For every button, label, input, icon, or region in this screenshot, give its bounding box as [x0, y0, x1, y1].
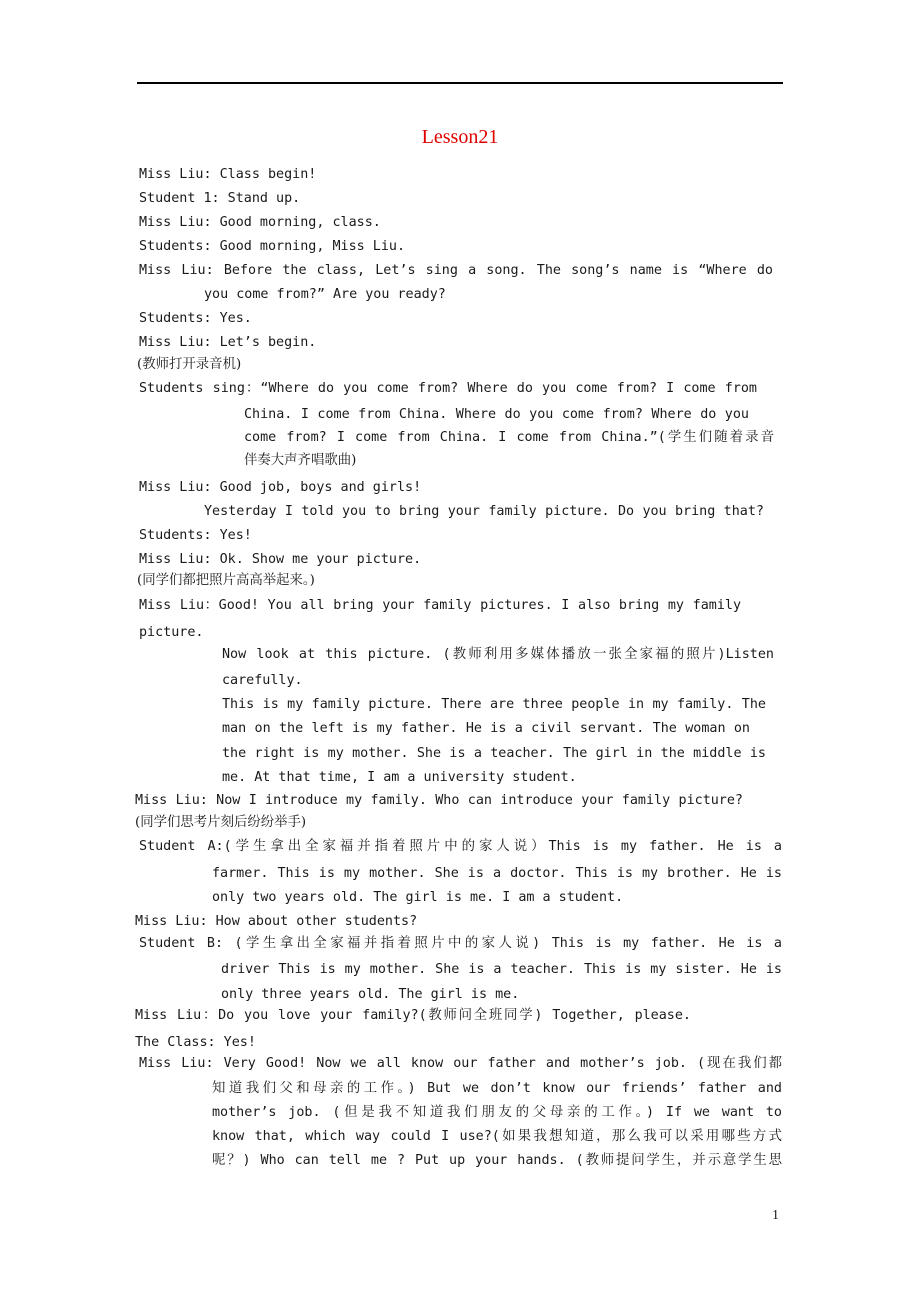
- text-line: Miss Liu: Before the class, Let’s sing a song. The song’s name is “Where do: [139, 263, 773, 278]
- text-line: Student B: (学生拿出全家福并指着照片中的家人说) This is my father. He is a: [139, 936, 782, 951]
- text-line: Yesterday I told you to bring your family picture. Do you bring that?: [204, 504, 764, 519]
- text-line: Students: Yes.: [139, 311, 252, 326]
- text-line: Miss Liu: Very Good! Now we all know our father and mother’s job. (现在我们都: [139, 1056, 782, 1071]
- text-line: picture.: [139, 625, 204, 640]
- text-line: Miss Liu: Let’s begin.: [139, 335, 317, 350]
- text-line: know that, which way could I use?(如果我想知道，那么我可以采用哪些方式: [212, 1129, 782, 1144]
- text-line: Student 1: Stand up.: [139, 191, 301, 206]
- text-line: come from? I come from China. I come from China.”(学生们随着录音: [244, 430, 774, 445]
- text-line: me. At that time, I am a university student.: [222, 770, 577, 785]
- text-line: Miss Liu: Ok. Show me your picture.: [139, 552, 422, 567]
- text-line: only two years old. The girl is me. I am a student.: [212, 890, 624, 905]
- page-number: 1: [772, 1208, 779, 1223]
- text-line: driver This is my mother. She is a teacher. This is my sister. He is: [221, 962, 782, 977]
- stage-direction: (同学们思考片刻后纷纷举手): [135, 815, 307, 830]
- text-line: Students: Yes!: [139, 528, 252, 543]
- text-line: Students sing：“Where do you come from? Where do you come from? I come from: [139, 381, 757, 396]
- text-line: mother’s job. (但是我不知道我们朋友的父母亲的工作。) If we want to: [212, 1105, 782, 1120]
- text-line: 呢？) Who can tell me ? Put up your hands. (教师提问学生，并示意学生思: [212, 1153, 782, 1168]
- text-line: 知道我们父和母亲的工作。) But we don’t know our friends’ father and: [212, 1081, 782, 1096]
- text-line: China. I come from China. Where do you come from? Where do you: [244, 407, 749, 422]
- text-line: the right is my mother. She is a teacher. The girl in the middle is: [222, 746, 766, 761]
- text-line: Miss Liu: Good job, boys and girls!: [139, 480, 422, 495]
- text-line: Miss Liu: Now I introduce my family. Who can introduce your family picture?: [135, 793, 743, 808]
- text-line: Miss Liu: Class begin!: [139, 167, 317, 182]
- text-line: This is my family picture. There are three people in my family. The: [222, 697, 766, 712]
- text-line: Miss Liu：Do you love your family?(教师问全班同学) Together, please.: [135, 1008, 691, 1023]
- text-line: you come from?” Are you ready?: [204, 287, 446, 302]
- text-line: 伴奏大声齐唱歌曲): [244, 453, 357, 468]
- text-line: man on the left is my father. He is a civil servant. The woman on: [222, 721, 750, 736]
- text-line: only three years old. The girl is me.: [221, 987, 520, 1002]
- text-line: carefully.: [222, 673, 303, 688]
- stage-direction: (同学们都把照片高高举起来。): [137, 573, 315, 588]
- text-line: Miss Liu: Good morning, class.: [139, 215, 381, 230]
- text-line: Students: Good morning, Miss Liu.: [139, 239, 406, 254]
- text-line: Student A:(学生拿出全家福并指着照片中的家人说）This is my father. He is a: [139, 839, 782, 854]
- text-line: The Class: Yes!: [135, 1035, 256, 1050]
- text-line: Miss Liu: How about other students?: [135, 914, 418, 929]
- text-line: farmer. This is my mother. She is a doctor. This is my brother. He is: [212, 866, 782, 881]
- lesson-title: Lesson21: [421, 126, 499, 148]
- header-rule: [137, 82, 783, 84]
- stage-direction: (教师打开录音机): [137, 357, 242, 372]
- text-line: Miss Liu：Good! You all bring your family pictures. I also bring my family: [139, 598, 741, 613]
- text-line: Now look at this picture. (教师利用多媒体播放一张全家福的照片)Listen: [222, 647, 774, 662]
